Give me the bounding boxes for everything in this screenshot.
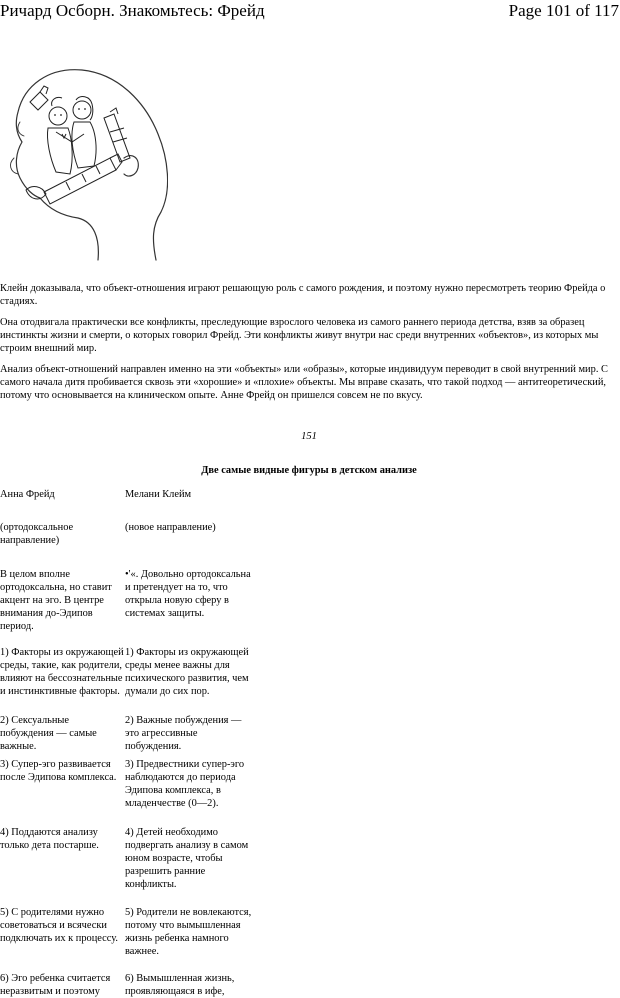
table-cell-melanie: (новое направление) [125,522,216,533]
paragraph: Клейн доказывала, что объект-отношения играют решающую роль с самого рождения, и поэтому нужно пересмотреть теорию Фрейда о стадиях. [0,283,606,307]
table-cell-anna: 5) С родителями нужно советоваться и всячески подключать их к процессу. [0,907,119,944]
table-cell-melanie: 2) Важные побуждения —это агрессивные побуждения. [125,715,242,752]
child-head-with-parents-sketch-icon [6,62,168,266]
table-title: Две самые видные фигуры в детском анализе [201,465,417,476]
table-cell-anna: (ортодоксальное направление) [0,522,74,546]
table-cell-anna: 2) Сексуальные побуждения — самые важные. [0,715,97,752]
table-cell-anna: 1) Факторы из окружающей среды, такие, как родители, влияют на бессознательные и инстинктивные факторы. [0,647,124,697]
table-cell-anna: В целом вполне ортодоксальна, но ставит акцент на эго. В центре внимания до-Эдипов период. [0,569,112,632]
table-cell-melanie: 1) Факторы из окружающей среды менее важны для психического развития, чем думали до сих пор. [125,647,249,697]
table-cell-melanie: 5) Родители не вовлекаются, потому что вымышленная жизнь ребенка намного важнее. [125,907,252,957]
table-cell-melanie: Мелани Клейм [125,489,192,500]
table-cell-melanie: 3) Предвестники супер-эго наблюдаются до периода Эдипова комплекса, в младенчестве (0—2). [125,759,245,809]
paragraph: Она отодвигала практически все конфликты, преследующие взрослого человека из самого раннего периода детства, взяв за образец инстинкты жизни и смерти, о которых говорил Фрейд. Эти конфликты живут внутри нас среди внутренних «объектов», из которых мы строим внешний мир. [0,317,599,354]
table-cell-anna: 4) Поддаются анализу только дета постарше. [0,827,99,851]
table-cell-melanie: 4) Детей необходимо подвергать анализу в самом юном возрасте, чтобы разрешить ранние конфликты. [125,827,249,890]
page-header-title: Ричард Осборн. Знакомьтесь: Фрейд [0,1,265,20]
table-cell-melanie: 6) Вымышленная жизнь, проявляющаяся в ифе, [125,973,235,997]
table-cell-melanie: •'«. Довольно ортодоксальна и претендует на то, что открыла новую сферу в системах защиты. [125,569,251,619]
table-cell-anna: 6) Эго ребенка считается неразвитым и поэтому [0,973,111,997]
table-cell-anna: Анна Фрейд [0,489,55,500]
table-cell-anna: 3) Супер-эго развивается после Эдипова комплекса. [0,759,117,783]
book-page-number: 151 [301,431,317,442]
page-counter: Page 101 of 117 [508,1,619,20]
paragraph: Анализ объект-отношений направлен именно на эти «объекты» или «образы», которые индивидуум переводит в свой внутренний мир. С самого начала дитя пробивается сквозь эти «хорошие» и «плохие» объекты. Мы вправе сказать, что такой подход — антитеоретический, потому что основывается на клиническом опыте. Анне Фрейд он пришелся совсем не по вкусу. [0,364,608,401]
